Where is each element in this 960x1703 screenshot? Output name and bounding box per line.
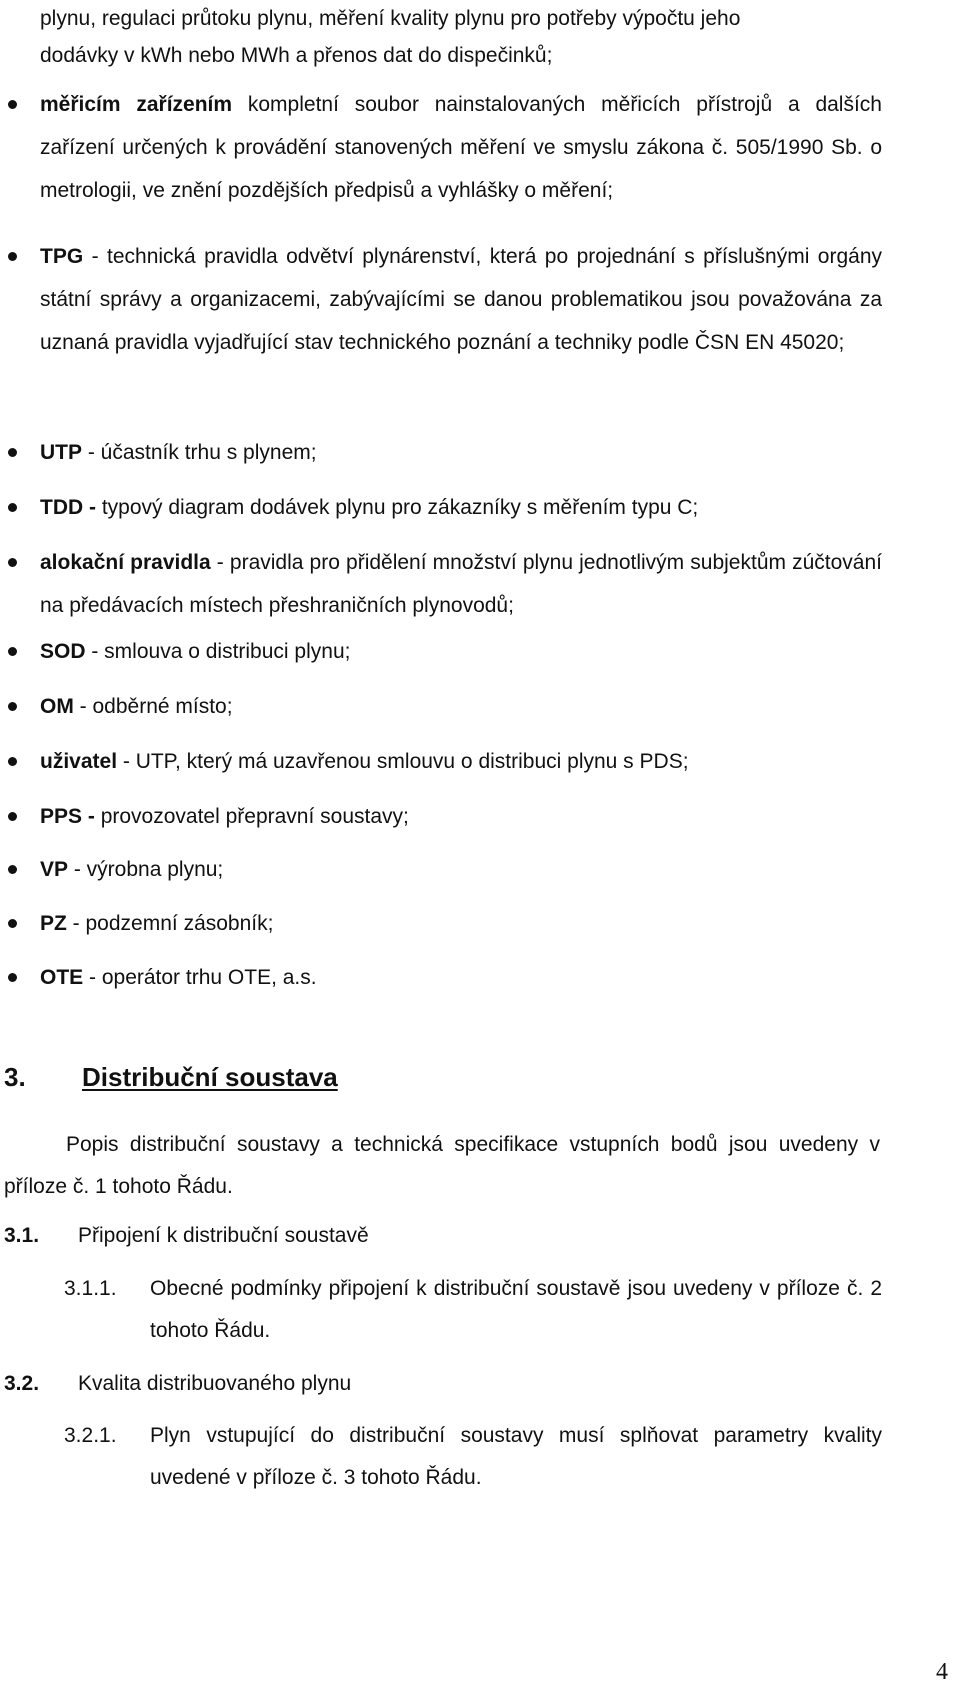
definition-term: VP	[40, 858, 69, 881]
bullet-icon	[8, 973, 17, 982]
section-title: Kvalita distribuovaného plynu	[78, 1372, 352, 1395]
bullet-icon	[8, 100, 17, 109]
definition-text: - technická pravidla odvětví plynárenství, která po projednání s příslušnými orgány státní správy a organizacemi, zabývajícími se danou problematikou jsou považována za uznaná pravidla vyjadřující stav technického poznání a techniky podle ČSN EN 45020;	[40, 245, 882, 354]
bullet-icon	[8, 812, 17, 821]
definition-term: měřicím zařízením	[40, 93, 233, 116]
definition-term: TDD -	[40, 496, 102, 519]
definition-item	[40, 486, 882, 529]
definition-item	[40, 83, 882, 212]
definition-item	[40, 630, 882, 673]
definition-text: - pravidla pro přidělení množství plynu jednotlivým subjektům zúčtování na předávacích místech přeshraničních plynovodů;	[40, 551, 882, 617]
definition-text: kompletní soubor nainstalovaných měřicích přístrojů a dalších zařízení určených k provádění stanovených měření ve smyslu zákona č. 505/1990 Sb. o metrologii, ve znění pozdějších předpisů a vyhlášky o měření;	[40, 93, 882, 202]
section-title: Připojení k distribuční soustavě	[78, 1224, 369, 1247]
bullet-icon	[8, 919, 17, 928]
definition-item	[40, 902, 882, 945]
definition-text: - smlouva o distribuci plynu;	[85, 640, 351, 663]
subsection-text: Plyn vstupující do distribuční soustavy musí splňovat parametry kvality uvedené v příloze č. 3 tohoto Řádu.	[150, 1424, 882, 1489]
bullet-icon	[8, 448, 17, 457]
definition-term: UTP	[40, 441, 82, 464]
definition-item	[40, 956, 882, 999]
section-number: 3.1.	[4, 1224, 40, 1247]
bullet-icon	[8, 503, 17, 512]
definition-text: - odběrné místo;	[73, 695, 233, 718]
definition-term: TPG	[40, 245, 84, 268]
bullet-icon	[8, 865, 17, 874]
definition-item	[40, 541, 882, 627]
page-number: 4	[936, 1659, 948, 1685]
definition-term: SOD	[40, 640, 86, 663]
definition-term: alokační pravidla	[40, 551, 211, 574]
definition-text: - UTP, který má uzavřenou smlouvu o distribuci plynu s PDS;	[117, 750, 689, 773]
continuation-text	[40, 0, 880, 74]
definition-text: - operátor trhu OTE, a.s.	[83, 966, 317, 989]
definition-term: OM	[40, 695, 74, 718]
subsection-number: 3.2.1.	[64, 1424, 117, 1447]
bullet-icon	[8, 757, 17, 766]
continuation-line-2: dodávky v kWh nebo MWh a přenos dat do dispečinků;	[40, 44, 553, 67]
definition-term: PPS -	[40, 805, 101, 828]
chapter-intro: Popis distribuční soustavy a technická specifikace vstupních bodů jsou uvedeny v příloze č. 1 tohoto Řádu.	[4, 1133, 880, 1198]
definition-item	[40, 685, 882, 728]
definition-item	[40, 431, 882, 474]
bullet-icon	[8, 647, 17, 656]
definition-text: - výrobna plynu;	[68, 858, 224, 881]
definition-term: uživatel	[40, 750, 118, 773]
bullet-icon	[8, 558, 17, 567]
continuation-line-1: plynu, regulaci průtoku plynu, měření kvality plynu pro potřeby výpočtu jeho	[40, 7, 741, 30]
chapter-number: 3.	[4, 1062, 26, 1092]
subsection-text: Obecné podmínky připojení k distribuční soustavě jsou uvedeny v příloze č. 2 tohoto Řádu.	[150, 1277, 882, 1342]
bullet-icon	[8, 252, 17, 261]
definition-item	[40, 848, 882, 891]
section-number: 3.2.	[4, 1372, 40, 1395]
definition-text: typový diagram dodávek plynu pro zákazníky s měřením typu C;	[101, 496, 699, 519]
definition-item	[40, 235, 882, 364]
subsection-number: 3.1.1.	[64, 1277, 117, 1300]
chapter-title: Distribuční soustava	[82, 1062, 338, 1092]
definition-text: provozovatel přepravní soustavy;	[100, 805, 409, 828]
definition-text: - účastník trhu s plynem;	[82, 441, 317, 464]
bullet-icon	[8, 702, 17, 711]
definition-text: - podzemní zásobník;	[66, 912, 274, 935]
definition-item	[40, 740, 882, 783]
definition-term: OTE	[40, 966, 84, 989]
definition-item	[40, 795, 882, 838]
definition-term: PZ	[40, 912, 67, 935]
